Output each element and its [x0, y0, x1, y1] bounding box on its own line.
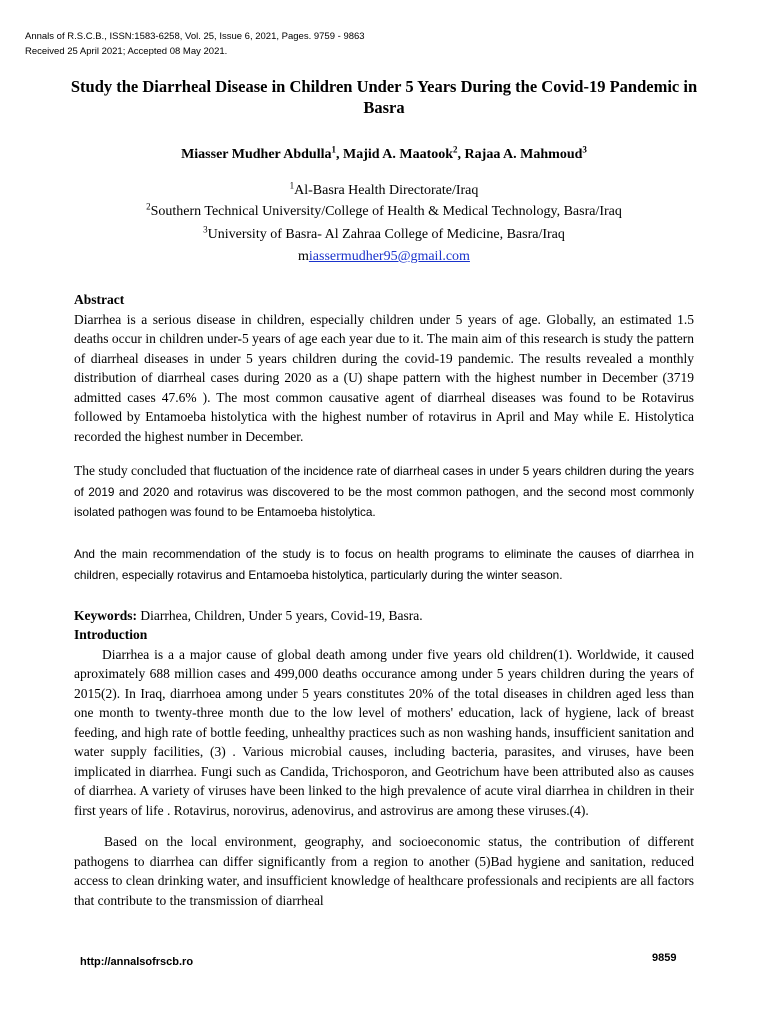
affiliation-3: $^3$University of Basra- Al Zahraa College of Medicine, Basra/Iraq	[203, 224, 565, 242]
abstract-conclusion: The study concluded that fluctuation of the incidence rate of diarrheal cases in under 5 years children during the years of 2019 and 2020 and rotavirus was discovered to be the most common pathogen, and the second most commonly isolated pathogen was found to be Entamoeba histolytica.	[74, 463, 694, 519]
keywords-text: Diarrhea, Children, Under 5 years, Covid-19, Basra.	[137, 608, 423, 623]
keywords-line	[74, 606, 694, 626]
email-link[interactable]: iassermudher95@gmail.com	[308, 249, 470, 264]
introduction-paragraph-2: Based on the local environment, geography, and socioeconomic status, the contribution of different pathogens to diarrhea can differ significantly from a region to another (5)Bad hygiene and sanitation, reduced access to clean drinking water, and insufficient knowledge of healthcare professionals and recipients are all factors that contribute to the transmission of diarrheal	[74, 834, 694, 908]
author-3-affil: 3	[582, 144, 587, 155]
affiliation-2: $^2$Southern Technical University/College of Health & Medical Technology, Basra/Iraq	[146, 201, 622, 219]
author-3: Rajaa A. Mahmoud	[464, 147, 583, 162]
introduction-section	[74, 625, 694, 910]
abstract-paragraph-1: Diarrhea is a serious disease in children, especially children under 5 years of age. Globally, an estimated 1.5 deaths occur in children under-5 years of age each year due to it. The main aim of this research is study the pattern of diarrheal diseases in under 5 years children during the covid-19 pandemic. The results revealed a monthly distribution of diarrheal cases during 2020 as a (U) shape pattern with the highest number in December (3719 admitted cases 47.6% ). The most common causative agent of diarrheal diseases was found to be Rotavirus followed by Entamoeba histolytica with the highest number of rotavirus in April and May while E. Histolytica recorded the highest number in December.	[74, 311, 694, 444]
author-1: Miasser Mudher Abdulla	[181, 147, 332, 162]
abstract-heading: Abstract	[74, 292, 125, 307]
author-1-affil: 1	[331, 144, 336, 155]
author-2-affil: 2	[453, 144, 458, 155]
received-accepted-dates: Received 25 April 2021; Accepted 08 May 2021.	[25, 46, 228, 57]
abstract-section	[74, 290, 694, 446]
paper-title: Study the Diarrheal Disease in Children Under 5 Years During the Covid-19 Pandemic in Basra	[70, 77, 698, 117]
affiliation-1: $^1$Al-Basra Health Directorate/Iraq	[289, 180, 479, 198]
keywords-label: Keywords:	[74, 608, 137, 623]
journal-citation: Annals of R.S.C.B., ISSN:1583-6258, Vol. 25, Issue 6, 2021, Pages. 9759 - 9863	[25, 31, 365, 42]
page-number: 9859	[652, 952, 677, 964]
abstract-recommendation	[74, 544, 694, 585]
abstract-recommendation-text: And the main recommendation of the study is to focus on health programs to eliminate the causes of diarrhea in children, especially rotavirus and Entamoeba histolytica, particularly during the winter season.	[74, 547, 694, 582]
introduction-paragraph-1: Diarrhea is a a major cause of global death among under five years old children(1). Worldwide, it caused aproximately 688 million cases and 499,000 deaths occurance among under 5 years children during the years of 2015(2). In Iraq, diarrhoea among under 5 years constitutes 20% of the total diseases in children aged less than one month to twenty-three month due to the low level of mothers' education, lack of hygiene, lack of breast feeding, and high rate of bottle feeding, unhealthy practices such as non washing hands, insufficient sanitation and water supply facilities, (3) . Various microbial causes, including bacteria, parasites, and viruses, have been implicated in diarrhea. Fungi such as Candida, Trichosporon, and Geotrichum have been attributed also as causes of diarrhea. A variety of viruses have been linked to the high prevalence of acute viral diarrhea in children in their first years of life . Rotavirus, norovirus, adenovirus, and astrovirus are among these viruses.(4).	[74, 646, 694, 818]
introduction-heading: Introduction	[74, 627, 148, 642]
footer-url: http://annalsofrscb.ro	[80, 956, 194, 968]
author-list: Miasser Mudher Abdulla$^1$, Majid A. Maatook$^2$, Rajaa A. Mahmoud$^3$	[181, 144, 587, 162]
author-2: Majid A. Maatook	[342, 147, 454, 162]
email-line: miassermudher95@gmail.com	[298, 249, 470, 264]
abstract-conclusion-text: fluctuation of the incidence rate of diarrheal cases in under 5 years children during the years of 2019 and 2020 and rotavirus was discovered to be the most common pathogen, and the second most commonly isolated pathogen was found to be Entamoeba histolytica.	[74, 464, 694, 519]
